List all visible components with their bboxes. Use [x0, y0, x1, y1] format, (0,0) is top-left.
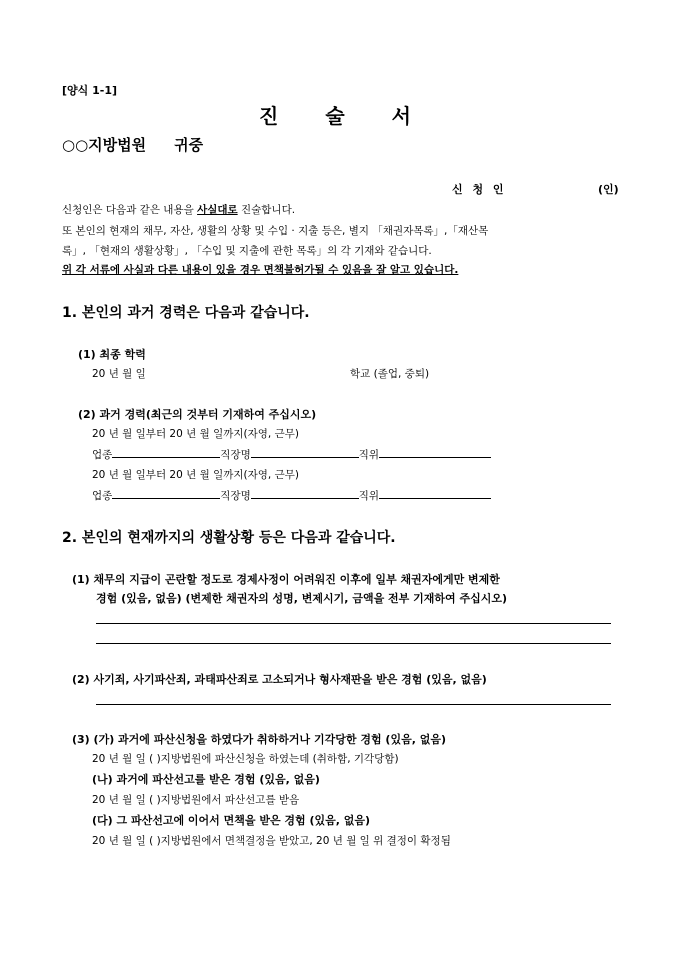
- court-suffix: 귀중: [174, 136, 204, 154]
- company-field[interactable]: [251, 487, 359, 499]
- education-school: 학교 (졸업, 중퇴): [350, 368, 430, 380]
- career-fields-2[interactable]: [92, 487, 491, 503]
- career-label: (2) 과거 경력(최근의 것부터 기재하여 주십시오): [78, 408, 317, 421]
- industry-label: 업종: [92, 449, 113, 461]
- industry-field[interactable]: [112, 446, 220, 458]
- question-3c-row: 20 년 월 일 ( )지방법원에서 면책결정을 받았고, 20 년 월 일 위 결정이 확정됨: [92, 835, 451, 847]
- intro-line-2: 또 본인의 현재의 채무, 자산, 생활의 상황 및 수입 · 지출 등은, 별지 「채권자목록」,「재산목: [62, 225, 489, 237]
- company-label: 직장명: [220, 449, 251, 461]
- position-label: 직위: [358, 490, 380, 502]
- answer-line-2[interactable]: [96, 643, 611, 644]
- education-date: 20 년 월 일: [92, 368, 146, 380]
- position-label: 직위: [358, 449, 380, 461]
- section-1-heading: 1. 본인의 과거 경력은 다음과 같습니다.: [62, 305, 310, 321]
- question-3a-row: 20 년 월 일 ( )지방법원에 파산신청을 하였는데 (취하함, 기각당함): [92, 753, 399, 765]
- question-3b: (나) 과거에 파산선고를 받은 경험 (있음, 없음): [92, 773, 320, 786]
- question-3c: (다) 그 파산선고에 이어서 면책을 받은 경험 (있음, 없음): [92, 814, 371, 827]
- career-period-2: 20 년 월 일부터 20 년 월 일까지(자영, 근무): [92, 469, 299, 481]
- answer-line-3[interactable]: [96, 704, 611, 705]
- position-field[interactable]: [379, 487, 491, 499]
- question-3b-row: 20 년 월 일 ( )지방법원에서 파산선고를 받음: [92, 794, 300, 806]
- company-field[interactable]: [251, 446, 359, 458]
- section-2-heading: 2. 본인의 현재까지의 생활상황 등은 다음과 같습니다.: [62, 530, 396, 546]
- page-title: 진 술 서: [259, 104, 431, 128]
- form-number: [양식 1-1]: [62, 84, 118, 97]
- intro-line-1: [62, 202, 295, 217]
- education-label: (1) 최종 학력: [78, 348, 146, 361]
- applicant-seal: (인): [598, 183, 619, 196]
- intro-line-3: 록」, 「현재의 생활상황」, 「수입 및 지출에 관한 목록」의 각 기재와 같습니다.: [62, 245, 432, 257]
- intro-emphasis: 사실대로: [197, 204, 238, 216]
- career-period-1: 20 년 월 일부터 20 년 월 일까지(자영, 근무): [92, 428, 299, 440]
- question-2: (2) 사기죄, 사기파산죄, 과태파산죄로 고소되거나 형사재판을 받은 경험 (있음, 없음): [72, 673, 487, 686]
- company-label: 직장명: [220, 490, 251, 502]
- applicant-label: 신 청 인: [452, 183, 507, 196]
- industry-field[interactable]: [112, 487, 220, 499]
- industry-label: 업종: [92, 490, 113, 502]
- question-3a: (3) (가) 과거에 파산신청을 하였다가 취하하거나 기각당한 경험 (있음, 없음): [72, 733, 446, 746]
- position-field[interactable]: [379, 446, 491, 458]
- intro-line-1-after: 진술합니다.: [237, 204, 296, 216]
- question-1-line-1: (1) 채무의 지급이 곤란할 정도로 경제사정이 어려워진 이후에 일부 채권자에게만 변제한: [72, 573, 500, 586]
- intro-warning: 위 각 서류에 사실과 다른 내용이 있을 경우 면책불허가될 수 있음을 잘 알고 있습니다.: [62, 264, 459, 276]
- court-address: [62, 134, 203, 155]
- answer-line-1[interactable]: [96, 623, 611, 624]
- career-fields-1[interactable]: [92, 446, 491, 462]
- intro-line-1-before: 신청인은 다음과 같은 내용을: [62, 204, 198, 216]
- court-name: ○○지방법원: [62, 136, 147, 154]
- question-1-line-2: 경험 (있음, 없음) (변제한 채권자의 성명, 변제시기, 금액을 전부 기재하여 주십시오): [96, 592, 507, 605]
